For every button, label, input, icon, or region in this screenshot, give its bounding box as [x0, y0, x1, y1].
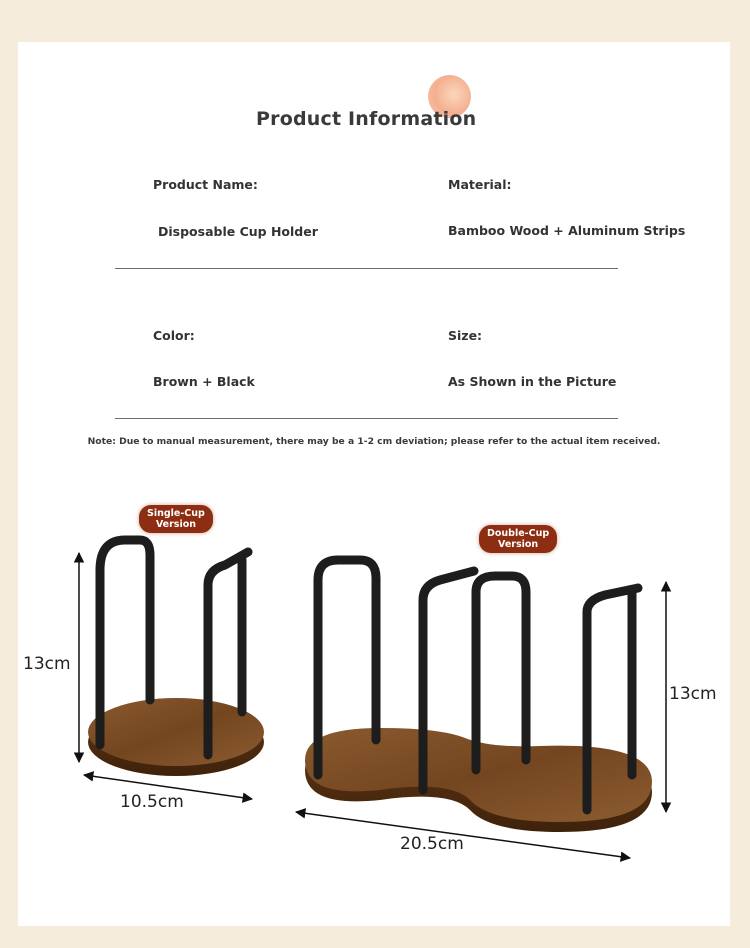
material-label: Material: [448, 177, 512, 192]
color-label: Color: [153, 328, 195, 343]
single-badge-line2: Version [155, 519, 196, 530]
product-name-value: Disposable Cup Holder [158, 224, 318, 239]
measurement-note: Note: Due to manual measurement, there may be a 1-2 cm deviation; please refer to the actual item received. [87, 436, 661, 447]
color-value: Brown + Black [153, 374, 255, 389]
double-width-label: 20.5cm [400, 834, 464, 854]
double-height-label: 13cm [669, 684, 717, 704]
page-title: Product Information [256, 108, 477, 130]
single-cup-holder [88, 540, 264, 776]
double-cup-badge [479, 525, 557, 553]
single-cup-badge [139, 505, 213, 533]
single-badge-line1: Single-Cup [147, 508, 205, 519]
product-name-label: Product Name: [153, 177, 258, 192]
double-cup-holder [305, 560, 652, 832]
size-value: As Shown in the Picture [448, 374, 617, 389]
single-width-label: 10.5cm [120, 792, 184, 812]
double-badge-line1: Double-Cup [487, 528, 550, 539]
double-badge-line2: Version [497, 539, 539, 550]
single-height-label: 13cm [23, 654, 71, 674]
size-label: Size: [448, 328, 483, 343]
material-value: Bamboo Wood + Aluminum Strips [448, 223, 686, 238]
